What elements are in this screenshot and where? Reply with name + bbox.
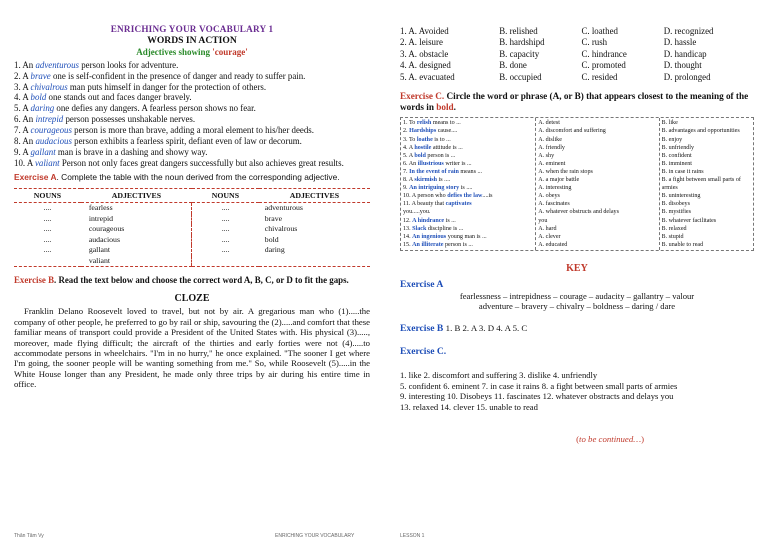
cloze-answer-options [400,26,754,83]
answer-row [400,72,754,83]
answer-row [400,60,754,71]
table-row [14,256,370,267]
question-item [403,208,533,216]
noun-blank: .... [43,224,52,234]
question-text: 15. [403,241,413,248]
bold-term: captivates [445,201,472,208]
question-text: writer is ... [443,160,472,167]
option-a: you [538,217,548,224]
bold-term: hostile [414,144,432,151]
item-number: 3. A [14,81,31,92]
list-item [14,71,370,82]
answer-option: 5. A. evacuated [400,71,455,82]
item-definition: one stands out and faces danger bravely. [46,92,192,103]
adjective-cell: audacious [88,234,120,244]
answer-option: C. rush [581,37,608,48]
question-text: person is ... [425,152,456,159]
adjective-cell: brave [264,213,283,223]
option-b-column [660,118,753,250]
bold-term: In the event of rain [409,168,459,175]
question-text: 10. A person who [403,193,448,200]
table-header: NOUNS [192,188,259,203]
option-b: B. relaxed [661,225,687,232]
question-item [403,184,533,192]
noun-blank: .... [43,203,52,213]
item-definition: Person not only faces great dangers successfully but also achieves great results. [59,157,344,168]
bold-term: loathe [416,136,433,143]
question-item [403,200,533,208]
adjective-cell: valiant [81,256,192,267]
answer-option: D. handicap [663,48,707,59]
vocab-word: intrepid [35,114,64,125]
option-b: B. in case it rains [661,168,704,175]
vocab-word: gallant [30,146,56,157]
section-subtitle: Adjectives showing 'courage' [136,46,248,57]
question-text: means to ... [431,120,461,127]
list-item [14,158,370,169]
exercise-a-instructions: Exercise A. Complete the table with the noun derived from the corresponding adjective. [14,172,340,183]
answer-option: B. occupied [499,71,542,82]
item-number: 8. An [14,135,36,146]
item-number: 9. A [14,146,31,157]
item-definition: one defies any dangers. A fearless person shows no fear. [54,103,256,114]
item-number: 4. A [14,92,31,103]
bold-term: Slack [412,225,427,232]
to-be-continued: (to be continued…) [576,434,644,445]
table-header: ADJECTIVES [259,188,370,203]
question-text: person is ... [443,241,473,248]
noun-blank [192,256,259,267]
question-text: 7. [403,168,410,175]
exercise-c-instructions: Exercise C. Circle the word or phrase (A, or B) that appears closest to the meaning of the words in bold. [400,90,749,113]
question-text: is ... [444,217,456,224]
answer-option: D. hassle [663,37,697,48]
option-a: A. dislike [538,136,562,143]
answer-row [400,37,754,48]
question-text: 4. A [403,144,415,151]
item-definition: man is brave in a dashing and showy way. [55,146,208,157]
answer-option: 4. A. designed [400,60,451,71]
adjective-cell: daring [264,245,285,255]
noun-blank: .... [192,224,259,235]
question-text: cause.... [436,128,458,135]
option-a-column [536,118,659,250]
key-exercise-a-line: adventure – bravery – chivalry – boldness – daring / dare [478,301,676,312]
item-definition: person exhibits a fearless spirit, defiant even of law or decorum. [71,135,302,146]
option-b: B. like [661,120,678,127]
noun-adjective-table [14,188,370,268]
question-text: 3. To [403,136,417,143]
option-a: A. detest [538,120,560,127]
noun-blank [14,256,81,267]
question-text: 9. [403,185,410,192]
question-item [403,144,533,152]
table-header: NOUNS [14,188,81,203]
question-text: you.....you. [403,209,431,216]
option-b: B. unable to read [661,241,704,248]
answer-option: B. done [499,60,527,71]
answer-option: B. hardshipd [499,37,545,48]
question-item [403,160,533,168]
question-text: discipline is ... [426,225,464,232]
option-a: A. educated [538,241,568,248]
key-exercise-b: Exercise B 1. B 2. A 3. D 4. A 5. C [400,322,528,334]
question-item [403,217,533,225]
option-b: B. whatever facilitates [661,217,717,224]
adjective-cell: courageous [88,224,125,234]
vocab-word: brave [30,70,51,81]
option-a: A. a major battle [538,177,580,184]
option-b: B. imminent [661,160,692,167]
question-text: is .... [459,185,473,192]
table-header: ADJECTIVES [81,188,192,203]
noun-blank: .... [43,245,52,255]
key-exercise-a-line: fearlessness – intrepidness – courage – audacity – gallantry – valour [459,290,695,301]
cloze-passage: Franklin Delano Roosevelt loved to travel, but not by air. A gregarious man who (1).....the company of other people, he preferred to go by rail or ship, savouring the (2).....and comfort that these familiar means of transport could provide a President of the United States with. His physical (3)....., moreover, made flying difficult; the aircraft of the thirties and early forties were not (4).....to accommodate persons in wheelchairs. "I'm in no hurry," he once explained. "The sooner I get where I'm going, the sooner people will be wanting something from me." So, while Roosevelt (5).....in the White House longer than any President, he made only three trips by air during his entire time in office. [14,306,370,390]
answer-option: 1. A. Avoided [400,26,449,36]
noun-blank: .... [43,234,52,244]
answer-option: D. prolonged [663,71,711,82]
bold-term: A hindrance [412,217,445,224]
table-row [14,203,370,214]
answer-row [400,26,754,37]
option-a: A. friendly [538,144,565,151]
footer-lesson: LESSON 1 [400,532,425,539]
answer-option: C. hindrance [581,48,627,59]
list-item [14,92,370,103]
option-a: A. shy [538,152,555,159]
cloze-title: CLOZE [174,293,210,305]
vocabulary-list [14,60,370,169]
adjective-cell: bold [264,234,279,244]
question-item [403,176,533,184]
list-item [14,136,370,147]
option-a: A. discomfort and suffering [538,128,606,135]
answer-row [400,49,754,60]
answer-option: D. thought [663,60,702,71]
option-a: A. whatever obstructs and delays [538,209,619,216]
option-b: B. stupid [661,233,684,240]
option-b: B. a fight between small parts of armies [661,177,741,192]
question-text: 12. [403,217,413,224]
question-text: means ... [458,168,483,175]
option-b: B. advantages and opportunities [661,128,740,135]
vocab-word: bold [30,92,47,103]
bold-term: skirmish [414,177,438,184]
question-text: 11. A beauty that [403,201,446,208]
question-text: is .... [437,177,451,184]
question-text: 1. To [403,120,417,127]
item-definition: person looks for adventure. [79,59,179,70]
option-a: A. eminent [538,160,566,167]
answer-option: C. resided [581,71,618,82]
question-item [403,225,533,233]
answer-option: C. loathed [581,26,618,36]
table-row [14,245,370,256]
question-text: ....is [482,193,493,200]
list-item [14,125,370,136]
question-item [403,127,533,135]
item-number: 2. A [14,70,31,81]
key-title: KEY [566,262,588,274]
bold-term: An illiterate [412,241,444,248]
question-item [403,136,533,144]
item-number: 5. A [14,103,31,114]
key-line: 9. interesting 10. Disobeys 11. fascinates 12. whatever obstracts and delays you [400,391,674,402]
list-item [14,147,370,158]
key-exercise-c-answers [400,370,754,412]
vocab-word: daring [30,103,55,114]
question-text: 8. A [403,177,415,184]
answer-option: 2. A. leisure [400,37,443,48]
option-b: B. unfriendly [661,144,695,151]
item-definition: one is self-confident in the presence of danger and ready to suffer pain. [50,70,306,81]
question-item [403,241,533,249]
item-number: 1. An [14,59,36,70]
item-number: 7. A [14,125,31,136]
bold-term: Hardships [409,128,437,135]
adjective-cell [259,256,370,267]
noun-blank: .... [192,245,259,256]
adjective-cell: fearless [88,203,113,213]
option-a: A. fascinates [538,201,570,208]
table-row [14,224,370,235]
question-item [403,119,533,127]
noun-blank: .... [43,213,52,223]
list-item [14,103,370,114]
question-item [403,168,533,176]
option-a: A. obeys [538,193,560,200]
question-text: attitude is ... [431,144,463,151]
answer-option: D. recognized [663,26,714,36]
right-page [384,0,768,543]
adjective-cell: gallant [88,245,111,255]
exercise-b-instructions: Exercise B. Read the text below and choose the correct word A, B, C, or D to fit the gaps. [14,275,349,286]
item-definition: person possesses unshakable nerves. [63,114,196,125]
question-text: 14. [403,233,413,240]
vocab-word: chivalrous [30,81,68,92]
vocab-word: audacious [35,135,72,146]
bold-term: relish [416,120,432,127]
option-b: B. enjoy [661,136,683,143]
question-text: 2. [403,128,410,135]
adjective-cell: adventurous [264,203,303,213]
option-a: A. clever [538,233,561,240]
bold-term: An intriguing story [409,185,460,192]
bold-term: defies the law [447,193,483,200]
question-item [403,233,533,241]
question-text: 5. A [403,152,415,159]
adjective-cell: intrepid [88,213,114,223]
list-item [14,60,370,71]
option-a: A. hard [538,225,557,232]
key-line: 13. relaxed 14. clever 15. unable to read [400,401,538,412]
key-exercise-a-label: Exercise A [400,279,444,291]
vocab-word: courageous [30,125,72,136]
option-b: B. confident [661,152,692,159]
question-item [403,152,533,160]
question-item [403,192,533,200]
vocab-word: valiant [34,157,60,168]
answer-option: C. promoted [581,60,626,71]
exercise-c-table [400,117,754,251]
item-definition: person is more than brave, adding a moral element to his/her deeds. [71,125,314,136]
answer-option: B. relished [499,26,538,36]
key-exercise-c-label: Exercise C. [400,346,447,358]
adjective-cell: chivalrous [264,224,298,234]
item-definition: man puts himself in danger for the protection of others. [67,81,267,92]
option-b: B. disobeys [661,201,690,208]
footer-author: Thân Tâm Vy [14,532,44,539]
key-line: 1. like 2. discomfort and suffering 3. dislike 4. unfriendly [400,370,598,381]
question-text: 6. An [403,160,418,167]
item-number: 6. An [14,114,36,125]
table-row [14,214,370,225]
list-item [14,114,370,125]
noun-blank: .... [192,214,259,225]
question-text: 13. [403,225,413,232]
noun-blank: .... [192,203,259,214]
option-a: A. when the rain stops [538,168,593,175]
bold-term: An ingenious [412,233,447,240]
list-item [14,82,370,93]
table-row [14,235,370,246]
footer-center: ENRICHING YOUR VOCABULARY [275,532,355,539]
question-text: is to ... [432,136,451,143]
answer-option: 3. A. obstacle [400,48,449,59]
question-column [401,118,536,250]
section-title: WORDS IN ACTION [147,35,237,47]
key-line: 5. confident 6. eminent 7. in case it rains 8. a fight between small parts of armies [400,380,678,391]
option-b: B. mystifies [661,209,691,216]
page-title: ENRICHING YOUR VOCABULARY 1 [110,24,274,34]
question-text: young man is ... [446,233,487,240]
option-b: B. uninteresting [661,193,701,200]
vocab-word: adventurous [35,59,79,70]
option-a: A. interesting [538,185,572,192]
bold-term: illustrious [417,160,444,167]
answer-option: B. capacity [499,48,540,59]
bold-term: bold [414,152,426,159]
item-number: 10. A [14,157,35,168]
noun-blank: .... [192,235,259,246]
